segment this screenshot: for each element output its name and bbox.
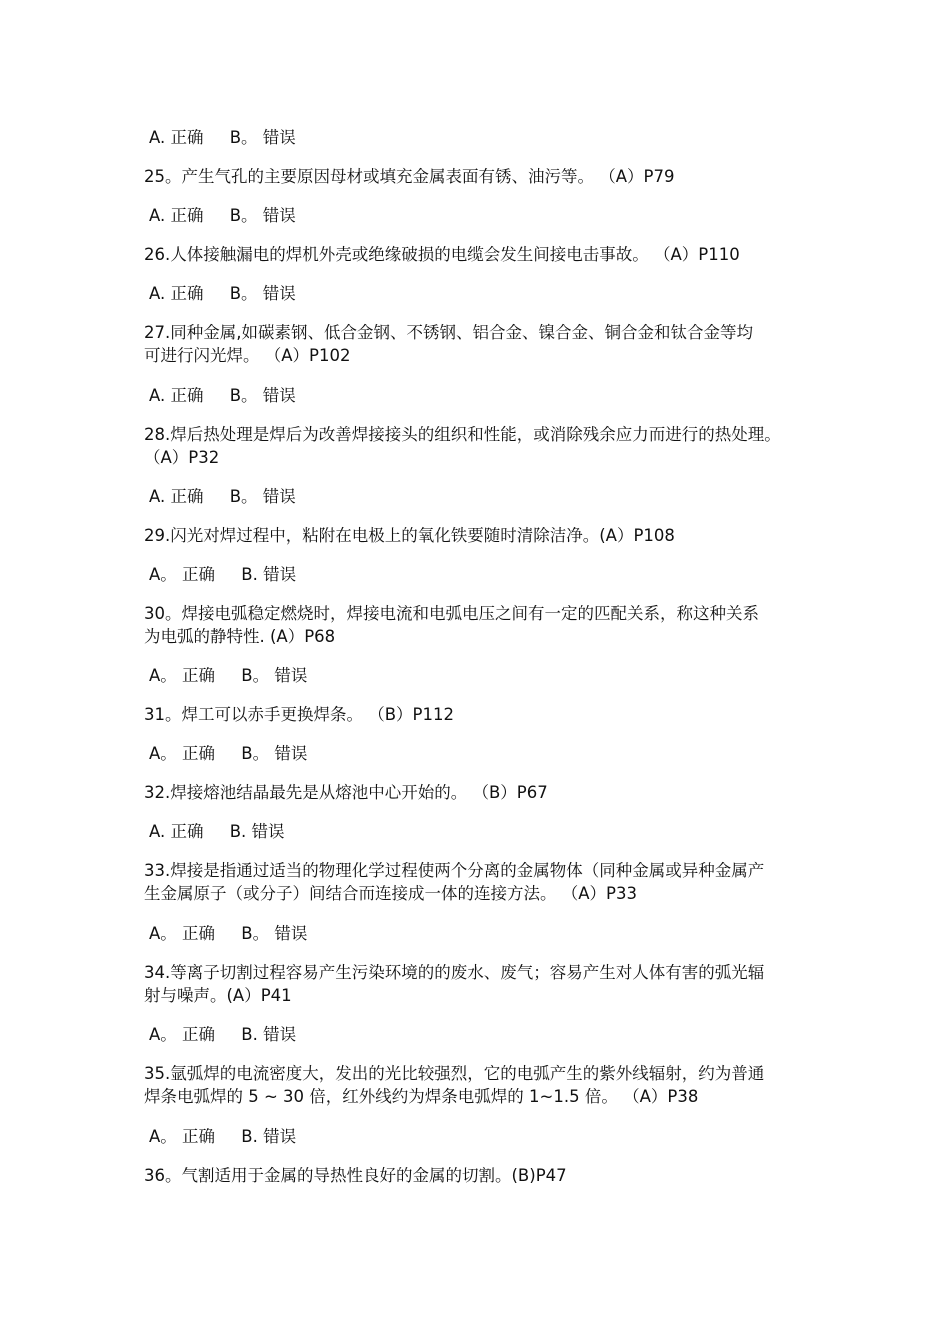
answer-options-27: A. 正确 B。 错误	[149, 386, 296, 405]
question-34-line-1: 34.等离子切割过程容易产生污染环境的的废水、废气；容易产生对人体有害的弧光辐	[144, 963, 765, 982]
question-28-line-1: 28.焊后热处理是焊后为改善焊接接头的组织和性能，或消除残余应力而进行的热处理。	[144, 425, 781, 444]
question-29: 29.闪光对焊过程中，粘附在电极上的氧化铁要随时清除洁净。(A）P108	[144, 526, 675, 545]
answer-options-25: A. 正确 B。 错误	[149, 206, 296, 225]
answer-options-26: A. 正确 B。 错误	[149, 284, 296, 303]
answer-options-34: A。 正确 B. 错误	[149, 1025, 297, 1044]
answer-options-32: A. 正确 B. 错误	[149, 822, 285, 841]
question-31: 31。焊工可以赤手更换焊条。 （B）P112	[144, 705, 455, 724]
question-33-line-2: 生金属原子（或分子）间结合而连接成一体的连接方法。 （A）P33	[144, 884, 637, 903]
question-26: 26.人体接触漏电的焊机外壳或绝缘破损的电缆会发生间接电击事故。 （A）P110	[144, 245, 740, 264]
answer-options-31: A。 正确 B。 错误	[149, 744, 308, 763]
question-32: 32.焊接熔池结晶最先是从熔池中心开始的。 （B）P67	[144, 783, 548, 802]
question-34-line-2: 射与噪声。(A）P41	[144, 986, 292, 1005]
answer-options-29: A。 正确 B. 错误	[149, 565, 297, 584]
question-25: 25。产生气孔的主要原因母材或填充金属表面有锈、油污等。 （A）P79	[144, 167, 675, 186]
answer-options-33: A。 正确 B。 错误	[149, 924, 308, 943]
question-33-line-1: 33.焊接是指通过适当的物理化学过程使两个分离的金属物体（同种金属或异种金属产	[144, 861, 765, 880]
question-30-line-2: 为电弧的静特性. (A）P68	[144, 627, 336, 646]
question-35-line-2: 焊条电弧焊的 5 ~ 30 倍，红外线约为焊条电弧焊的 1~1.5 倍。 （A）P38	[144, 1087, 699, 1106]
question-30-line-1: 30。焊接电弧稳定燃烧时，焊接电流和电弧电压之间有一定的匹配关系，称这种关系	[144, 604, 759, 623]
question-28-line-2: （A）P32	[144, 448, 220, 467]
question-36: 36。气割适用于金属的导热性良好的金属的切割。(B)P47	[144, 1166, 567, 1185]
question-27-line-1: 27.同种金属,如碳素钢、低合金钢、不锈钢、铝合金、镍合金、铜合金和钛合金等均	[144, 323, 753, 342]
answer-options-35: A。 正确 B. 错误	[149, 1127, 297, 1146]
answer-options-24: A. 正确 B。 错误	[149, 128, 296, 147]
question-35-line-1: 35.氩弧焊的电流密度大，发出的光比较强烈，它的电弧产生的紫外线辐射，约为普通	[144, 1064, 765, 1083]
question-27-line-2: 可进行闪光焊。 （A）P102	[144, 346, 351, 365]
answer-options-28: A. 正确 B。 错误	[149, 487, 296, 506]
answer-options-30: A。 正确 B。 错误	[149, 666, 308, 685]
